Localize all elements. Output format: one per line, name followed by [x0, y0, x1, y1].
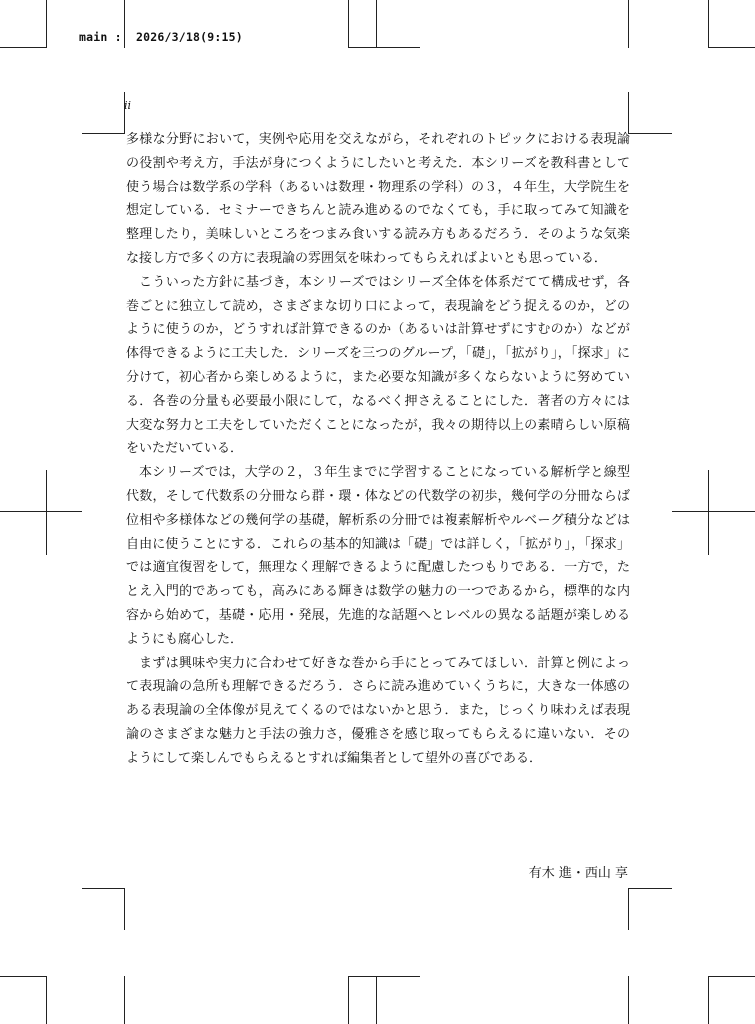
crop-mark-top-right-horizontal: [708, 47, 755, 48]
preface-paragraph-2: こういった方針に基づき，本シリーズではシリーズ全体を体系だてて構成せず，各巻ごとに独立して読め，さまざまな切り口によって，表現論をどう捉えるのか，どのように使うのか，どうすれば計算できるのか（あるいは計算せずにすむのか）などが体得できるように工夫した．シリーズを三つのグループ，「礎」，「拡がり」，「探求」に分けて，初心者から楽しめるように，また必要な知識が多くならないように努めている．各巻の分量も必要最小限にして，なるべく押さえることにした．著者の方々には大変な努力と工夫をしていただくことになったが，我々の期待以上の素晴らしい原稿をいただいている．: [126, 274, 630, 457]
crop-mark-left-middle-horizontal: [0, 511, 82, 512]
crop-mark-bottom-center-left: [348, 976, 349, 1024]
preface-paragraph-4: まずは興味や実力に合わせて好きな巻から手にとってみてほしい．計算と例によって表現論の急所も理解できるだろう．さらに読み進めていくうちに，大きな一体感のある表現論の全体像が見えてくるのではないかと思う．また，じっくり味わえば表現論のさまざまな魅力と手法の強力さ，優雅さを感じ取ってもらえるに違いない．そのようにして楽しんでもらえるとすれば編集者として望外の喜びである．: [126, 655, 630, 766]
crop-mark-bottom-center-right: [376, 976, 377, 1024]
crop-mark-bottom-left-horizontal: [0, 976, 46, 977]
page-number: ii: [124, 99, 132, 112]
crop-mark-top-center-horizontal: [348, 47, 420, 48]
crop-mark-bottom-right-inner: [628, 976, 629, 1024]
crop-mark-top-right-inner: [628, 0, 629, 48]
crop-mark-trim-bottom-left: [82, 888, 124, 889]
crop-mark-trim-top-left: [82, 133, 124, 134]
crop-mark-bottom-left-inner: [124, 976, 125, 1024]
crop-mark-trim-top-right: [628, 133, 672, 134]
crop-mark-top-left-horizontal: [0, 47, 46, 48]
crop-mark-bottom-center-horizontal: [348, 976, 420, 977]
crop-mark-right-middle-vertical: [708, 470, 709, 555]
crop-mark-top-center-right: [376, 0, 377, 48]
crop-mark-bottom-right-outer: [708, 976, 709, 1024]
preface-paragraph-1: 多様な分野において，実例や応用を交えながら，それぞれのトピックにおける表現論の役割や考え方，手法が身につくようにしたいと考えた．本シリーズを教科書として使う場合は数学系の学科（あるいは数理・物理系の学科）の３，４年生，大学院生を想定している．セミナーできちんと読み進めるのでなくても，手に取ってみて知識を整理したり，美味しいところをつまみ食いする読み方もあるだろう．そのような気楽な接し方で多くの方に表現論の雰囲気を味わってもらえればよいとも思っている．: [126, 132, 630, 266]
crop-mark-left-middle-vertical: [46, 470, 47, 555]
crop-mark-trim-bottom-right: [628, 888, 672, 889]
crop-mark-top-center-left: [348, 0, 349, 48]
crop-mark-bottom-right-horizontal: [708, 976, 755, 977]
crop-mark-right-middle-horizontal: [672, 511, 755, 512]
crop-mark-bottom-left-outer: [46, 976, 47, 1024]
crop-mark-top-right-outer: [708, 0, 709, 48]
crop-mark-top-left-outer: [46, 0, 47, 48]
crop-mark-trim-bottom-left-vertical: [124, 888, 125, 930]
preface-paragraph-3: 本シリーズでは，大学の２，３年生までに学習することになっている解析学と線型代数，そして代数系の分冊なら群・環・体などの代数学の初歩，幾何学の分冊ならば位相や多様体などの幾何学の基礎，解析系の分冊では複素解析やルベーグ積分などは自由に使うことにする．これらの基本的知識は「礎」では詳しく，「拡がり」，「探求」では適宜復習をして，無理なく理解できるように配慮したつもりである．一方で，たとえ入門的であっても，高みにある輝きは数学の魅力の一つであるから，標準的な内容から始めて，基礎・応用・発展，先進的な話題へとレベルの異なる話題が楽しめるようにも腐心した．: [126, 465, 630, 647]
preface-body: [126, 128, 630, 771]
editors-signature: 有木 進・西山 享: [528, 866, 628, 881]
crop-mark-trim-bottom-right-vertical: [628, 888, 629, 930]
print-header-timestamp: main : 2026/3/18(9:15): [79, 30, 243, 44]
